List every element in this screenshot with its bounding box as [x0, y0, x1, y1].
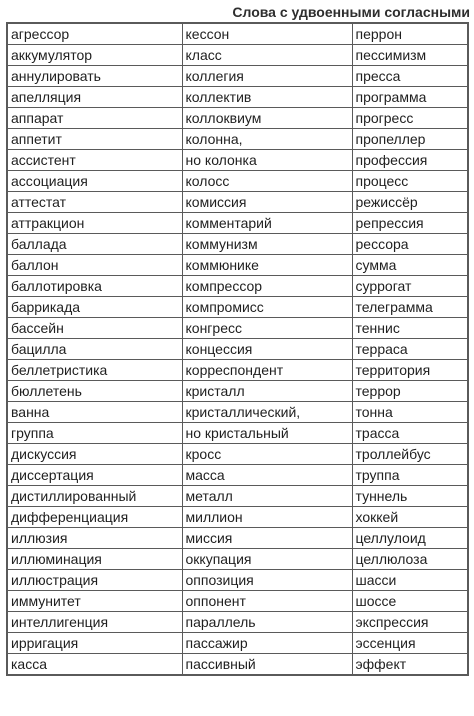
table-row [7, 318, 468, 339]
table-cell: коллоквиум [182, 108, 352, 129]
table-cell: профессия [352, 150, 468, 171]
table-cell: теннис [352, 318, 468, 339]
table-row [7, 276, 468, 297]
table-cell: бацилла [7, 339, 182, 360]
table-cell: иллюзия [7, 528, 182, 549]
table-row [7, 213, 468, 234]
table-cell: кессон [182, 23, 352, 45]
table-cell: беллетристика [7, 360, 182, 381]
table-cell: ассоциация [7, 171, 182, 192]
table-cell: дискуссия [7, 444, 182, 465]
table-row [7, 150, 468, 171]
table-row [7, 570, 468, 591]
table-cell: пессимизм [352, 45, 468, 66]
table-cell: коллегия [182, 66, 352, 87]
table-cell: иллюминация [7, 549, 182, 570]
table-cell: коммунизм [182, 234, 352, 255]
table-cell: процесс [352, 171, 468, 192]
table-cell: аккумулятор [7, 45, 182, 66]
table-cell: дифференциация [7, 507, 182, 528]
table-row [7, 66, 468, 87]
words-table-body [7, 23, 468, 675]
table-cell: баррикада [7, 297, 182, 318]
table-cell: трасса [352, 423, 468, 444]
table-cell: ирригация [7, 633, 182, 654]
table-cell: террор [352, 381, 468, 402]
table-cell: кристаллический, [182, 402, 352, 423]
table-cell: колонна, [182, 129, 352, 150]
table-cell: агрессор [7, 23, 182, 45]
table-cell: компромисс [182, 297, 352, 318]
table-cell: корреспондент [182, 360, 352, 381]
table-cell: группа [7, 423, 182, 444]
table-row [7, 423, 468, 444]
table-cell: сумма [352, 255, 468, 276]
table-cell: конгресс [182, 318, 352, 339]
table-cell: хоккей [352, 507, 468, 528]
table-cell: но колонка [182, 150, 352, 171]
table-cell: пропеллер [352, 129, 468, 150]
table-cell: оппонент [182, 591, 352, 612]
table-row [7, 23, 468, 45]
table-cell: кросс [182, 444, 352, 465]
table-cell: кристалл [182, 381, 352, 402]
table-cell: миллион [182, 507, 352, 528]
table-cell: бассейн [7, 318, 182, 339]
table-row [7, 444, 468, 465]
table-cell: экспрессия [352, 612, 468, 633]
table-cell: комиссия [182, 192, 352, 213]
table-cell: иллюстрация [7, 570, 182, 591]
table-cell: аппарат [7, 108, 182, 129]
table-cell: перрон [352, 23, 468, 45]
table-cell: целлулоид [352, 528, 468, 549]
table-row [7, 192, 468, 213]
table-cell: интеллигенция [7, 612, 182, 633]
table-row [7, 129, 468, 150]
table-row [7, 339, 468, 360]
table-cell: пресса [352, 66, 468, 87]
table-cell: металл [182, 486, 352, 507]
words-table [6, 22, 469, 676]
table-cell: комментарий [182, 213, 352, 234]
table-cell: баллада [7, 234, 182, 255]
table-cell: но кристальный [182, 423, 352, 444]
table-row [7, 612, 468, 633]
table-row [7, 465, 468, 486]
table-cell: коллектив [182, 87, 352, 108]
table-cell: аттестат [7, 192, 182, 213]
table-cell: репрессия [352, 213, 468, 234]
table-row [7, 381, 468, 402]
table-row [7, 633, 468, 654]
table-cell: территория [352, 360, 468, 381]
table-cell: бюллетень [7, 381, 182, 402]
table-row [7, 255, 468, 276]
table-cell: баллотировка [7, 276, 182, 297]
table-cell: тонна [352, 402, 468, 423]
table-row [7, 234, 468, 255]
table-row [7, 507, 468, 528]
table-cell: баллон [7, 255, 182, 276]
table-cell: эффект [352, 654, 468, 676]
table-cell: касса [7, 654, 182, 676]
table-row [7, 171, 468, 192]
table-cell: иммунитет [7, 591, 182, 612]
table-cell: шасси [352, 570, 468, 591]
table-cell: компрессор [182, 276, 352, 297]
table-cell: программа [352, 87, 468, 108]
table-cell: коммюнике [182, 255, 352, 276]
table-row [7, 45, 468, 66]
table-cell: режиссёр [352, 192, 468, 213]
table-cell: диссертация [7, 465, 182, 486]
table-row [7, 108, 468, 129]
table-cell: туннель [352, 486, 468, 507]
table-cell: масса [182, 465, 352, 486]
table-cell: апелляция [7, 87, 182, 108]
table-row [7, 87, 468, 108]
table-cell: ванна [7, 402, 182, 423]
table-row [7, 528, 468, 549]
table-cell: концессия [182, 339, 352, 360]
table-cell: пассажир [182, 633, 352, 654]
table-cell: параллель [182, 612, 352, 633]
table-cell: терраса [352, 339, 468, 360]
table-cell: пассивный [182, 654, 352, 676]
table-cell: ассистент [7, 150, 182, 171]
table-row [7, 402, 468, 423]
table-cell: прогресс [352, 108, 468, 129]
table-cell: класс [182, 45, 352, 66]
table-cell: телеграмма [352, 297, 468, 318]
table-cell: троллейбус [352, 444, 468, 465]
table-cell: шоссе [352, 591, 468, 612]
page-title: Слова с удвоенными согласными [232, 4, 470, 20]
table-cell: рессора [352, 234, 468, 255]
table-row [7, 591, 468, 612]
table-cell: аттракцион [7, 213, 182, 234]
table-cell: аннулировать [7, 66, 182, 87]
table-cell: суррогат [352, 276, 468, 297]
table-row [7, 654, 468, 676]
table-cell: целлюлоза [352, 549, 468, 570]
table-row [7, 297, 468, 318]
table-cell: труппа [352, 465, 468, 486]
table-cell: оппозиция [182, 570, 352, 591]
table-cell: аппетит [7, 129, 182, 150]
table-cell: миссия [182, 528, 352, 549]
table-cell: колосс [182, 171, 352, 192]
table-cell: оккупация [182, 549, 352, 570]
table-row [7, 486, 468, 507]
table-cell: эссенция [352, 633, 468, 654]
table-row [7, 360, 468, 381]
table-cell: дистиллированный [7, 486, 182, 507]
table-row [7, 549, 468, 570]
